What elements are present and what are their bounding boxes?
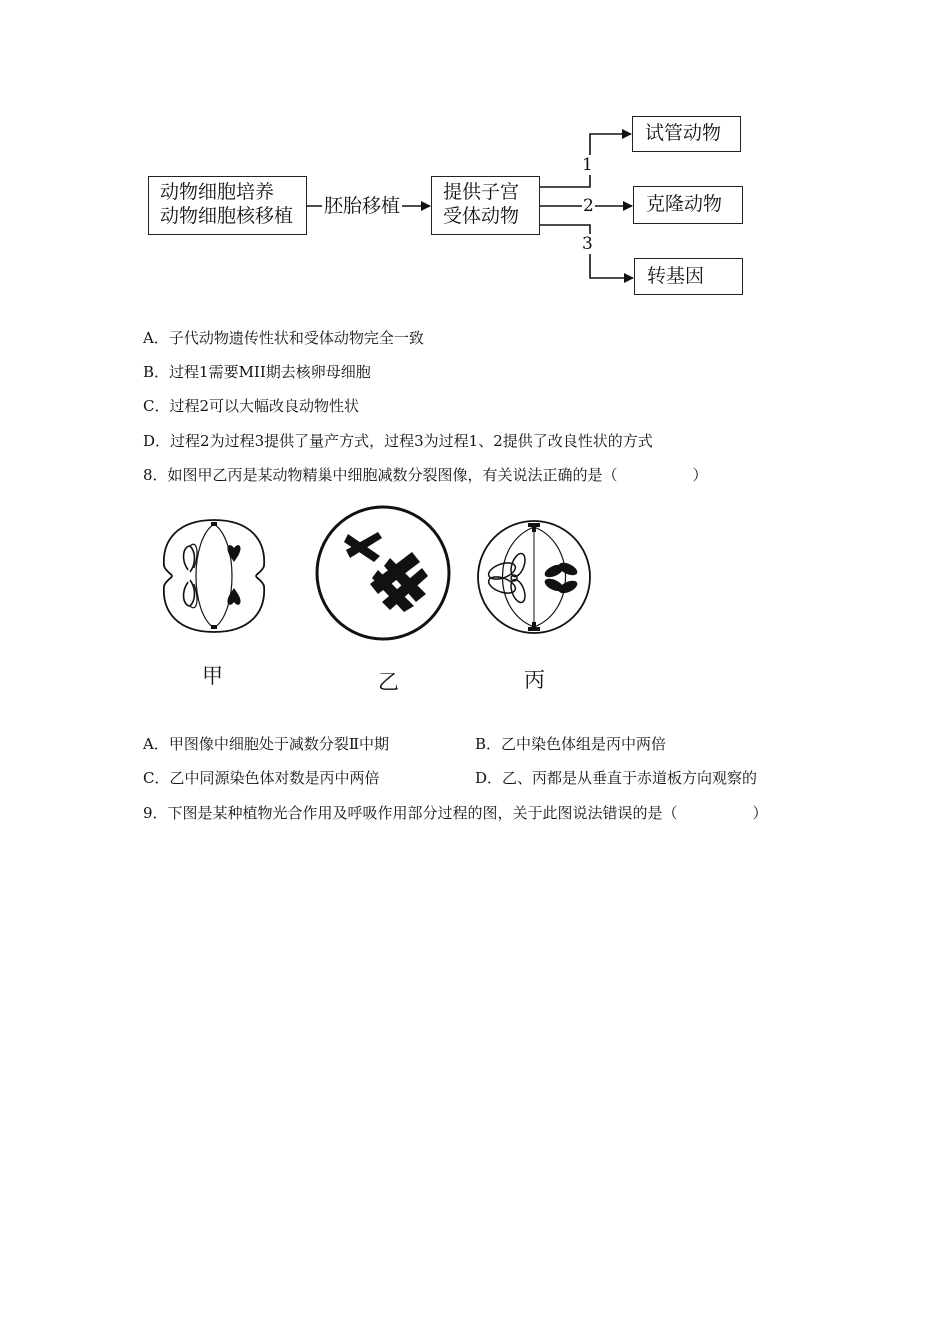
- q9-stem: 9．下图是某种植物光合作用及呼吸作用部分过程的图，关于此图说法错误的是（ ）: [143, 804, 768, 822]
- chromosome-jia-2: [227, 545, 240, 562]
- chromosome-jia-1: [184, 546, 195, 572]
- chromosome-jia-3: [184, 580, 195, 606]
- branch-number-3: 3: [582, 234, 593, 254]
- q8-option-b: B．乙中染色体组是丙中两倍: [475, 735, 667, 753]
- output-label-2: 克隆动物: [646, 193, 723, 215]
- q8-stem: 8．如图甲乙丙是某动物精巢中细胞减数分裂图像，有关说法正确的是（ ）: [143, 466, 708, 484]
- middle-line-2: 受体动物: [443, 205, 520, 227]
- q7-option-a: A．子代动物遗传性状和受体动物完全一致: [143, 329, 424, 347]
- cell-figure-bing: [472, 513, 602, 643]
- flowchart-connectors: [0, 0, 950, 320]
- q7-option-d: D．过程2为过程3提供了量产方式，过程3为过程1、2提供了改良性状的方式: [143, 432, 653, 450]
- cell-figure-yi: [308, 498, 458, 648]
- output-box-3: [634, 258, 743, 295]
- chromosome-bing-filled: [543, 560, 579, 596]
- caption-jia: 甲: [202, 664, 223, 688]
- branch-number-2: 2: [583, 196, 594, 216]
- output-label-3: 转基因: [647, 265, 705, 287]
- caption-yi: 乙: [378, 670, 399, 694]
- q8-option-c: C．乙中同源染色体对数是丙中两倍: [143, 769, 380, 787]
- output-label-1: 试管动物: [645, 122, 722, 144]
- q8-option-d: D．乙、丙都是从垂直于赤道板方向观察的: [475, 769, 758, 787]
- source-line-2: 动物细胞核移植: [160, 205, 294, 227]
- source-box: [148, 176, 307, 235]
- cell-membrane-yi: [317, 507, 449, 639]
- chromosome-bing-open: [486, 552, 527, 605]
- cell-figure-jia: [150, 510, 280, 640]
- q7-option-c: C．过程2可以大幅改良动物性状: [143, 397, 360, 415]
- q7-option-b: B．过程1需要MII期去核卵母细胞: [143, 363, 371, 381]
- source-line-1: 动物细胞培养: [160, 181, 275, 203]
- middle-box: [431, 176, 540, 235]
- edge-label: 胚胎移植: [324, 195, 401, 217]
- output-box-1: [632, 116, 741, 152]
- middle-line-1: 提供子宫: [443, 181, 520, 203]
- chromosome-jia-4: [227, 588, 240, 605]
- caption-bing: 丙: [524, 668, 545, 692]
- branch-number-1: 1: [582, 155, 593, 175]
- output-box-2: [633, 186, 743, 224]
- cell-membrane-jia: [164, 520, 264, 632]
- q8-option-a: A．甲图像中细胞处于减数分裂Ⅱ中期: [143, 735, 390, 753]
